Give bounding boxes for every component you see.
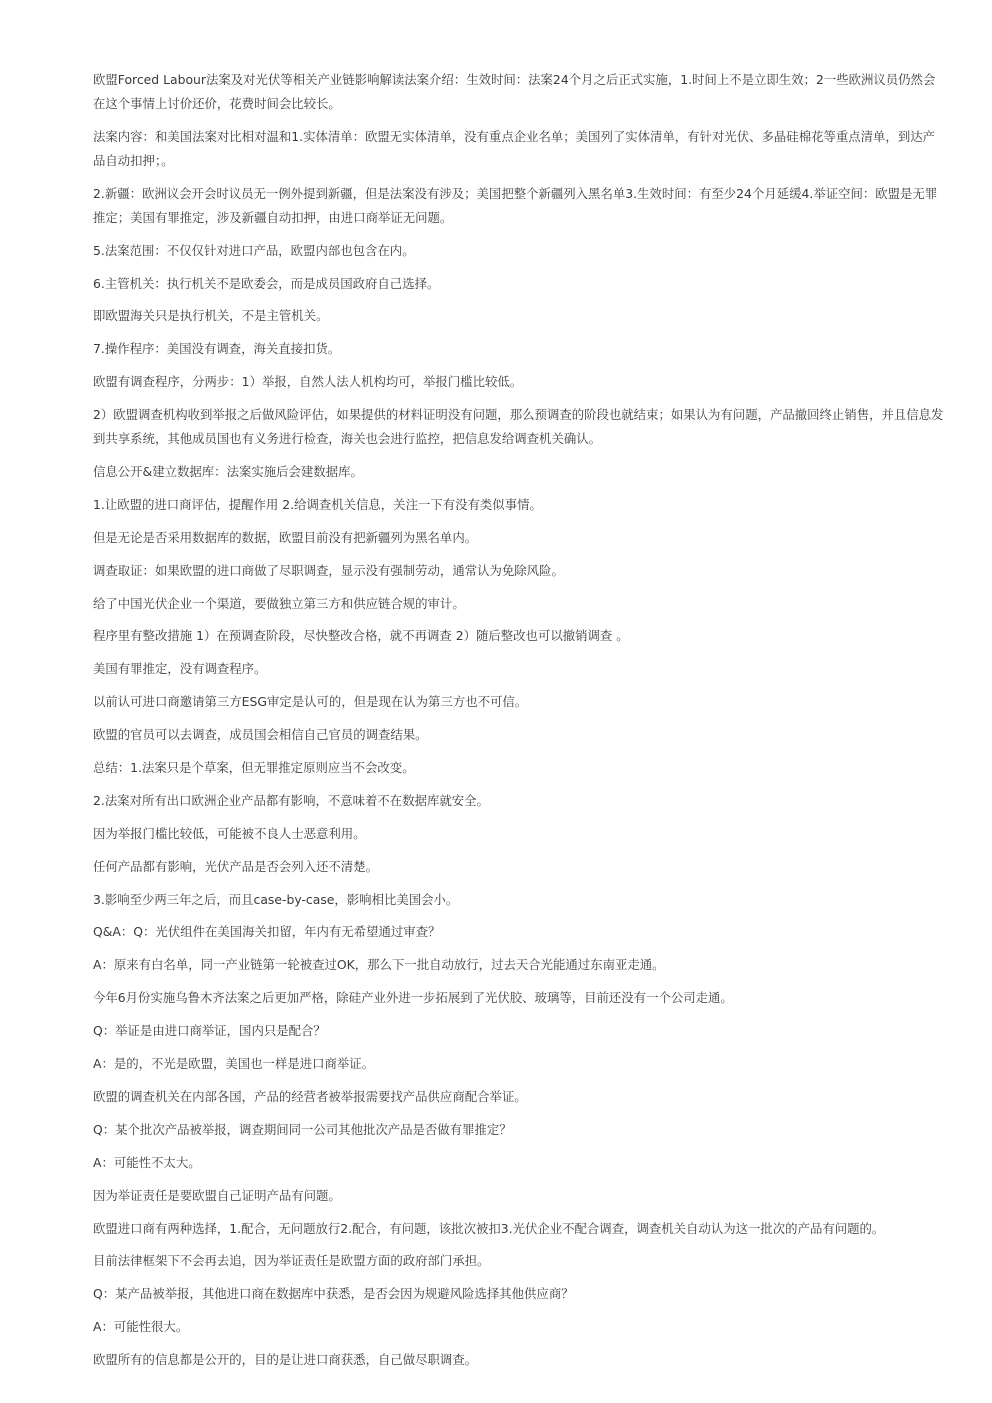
paragraph: 欧盟Forced Labour法案及对光伏等相关产业链影响解读法案介绍：生效时间：法案24个月之后正式实施，1.时间上不是立即生效；2一些欧洲议员仍然会在这个事情上讨价还价，花费时间会比较长。: [93, 72, 936, 111]
paragraph: 调查取证：如果欧盟的进口商做了尽职调查，显示没有强制劳动，通常认为免除风险。: [93, 562, 564, 578]
paragraph: 今年6月份实施乌鲁木齐法案之后更加严格，除硅产业外进一步拓展到了光伏胶、玻璃等，目前还没有一个公司走通。: [93, 990, 733, 1006]
paragraph: Q：举证是由进口商举证，国内只是配合？: [93, 1023, 326, 1039]
document-body: [93, 68, 945, 1381]
paragraph: 因为举报门槛比较低，可能被不良人士恶意利用。: [93, 825, 366, 841]
paragraph: 3.影响至少两三年之后，而且case-by-case，影响相比美国会小。: [93, 891, 459, 907]
paragraph: 6.主管机关：执行机关不是欧委会，而是成员国政府自己选择。: [93, 275, 440, 291]
paragraph: 程序里有整改措施 1）在预调查阶段，尽快整改合格，就不再调查 2）随后整改也可以撤销调查 。: [93, 628, 629, 644]
paragraph: 5.法案范围：不仅仅针对进口产品，欧盟内部也包含在内。: [93, 242, 415, 258]
paragraph: 即欧盟海关只是执行机关，不是主管机关。: [93, 308, 329, 324]
paragraph: A：可能性不太大。: [93, 1154, 201, 1170]
paragraph: 欧盟的官员可以去调查，成员国会相信自己官员的调查结果。: [93, 727, 428, 743]
paragraph: 欧盟所有的信息都是公开的，目的是让进口商获悉，自己做尽职调查。: [93, 1352, 478, 1368]
paragraph: 以前认可进口商邀请第三方ESG审定是认可的，但是现在认为第三方也不可信。: [93, 694, 528, 710]
paragraph: A：原来有白名单，同一产业链第一轮被查过OK，那么下一批自动放行，过去天合光能通过东南亚走通。: [93, 957, 665, 973]
paragraph: 给了中国光伏企业一个渠道，要做独立第三方和供应链合规的审计。: [93, 595, 465, 611]
paragraph: Q：某个批次产品被举报，调查期间同一公司其他批次产品是否做有罪推定？: [93, 1121, 512, 1137]
paragraph: 法案内容：和美国法案对比相对温和1.实体清单：欧盟无实体清单，没有重点企业名单；美国列了实体清单，有针对光伏、多晶硅棉花等重点清单，到达产品自动扣押；。: [93, 128, 935, 168]
paragraph: Q&A：Q：光伏组件在美国海关扣留，年内有无希望通过审查？: [93, 924, 441, 940]
paragraph: 信息公开&建立数据库：法案实施后会建数据库。: [93, 464, 363, 480]
paragraph: Q：某产品被举报，其他进口商在数据库中获悉，是否会因为规避风险选择其他供应商？: [93, 1286, 574, 1302]
paragraph: 1.让欧盟的进口商评估，提醒作用 2.给调查机关信息，关注一下有没有类似事情。: [93, 496, 542, 512]
paragraph: 2）欧盟调查机构收到举报之后做风险评估，如果提供的材料证明没有问题，那么预调查的阶段也就结束；如果认为有问题，产品撤回终止销售，并且信息发到共享系统，其他成员国也有义务进行检查，海关也会进行监控，把信息发给调查机关确认。: [93, 407, 944, 447]
paragraph: 2.新疆：欧洲议会开会时议员无一例外提到新疆，但是法案没有涉及；美国把整个新疆列入黑名单3.生效时间：有至少24个月延缓4.举证空间：欧盟是无罪推定；美国有罪推定，涉及新疆自动扣押，由进口商举证无问题。: [93, 185, 938, 225]
paragraph: 总结：1.法案只是个草案，但无罪推定原则应当不会改变。: [93, 760, 415, 776]
paragraph: 但是无论是否采用数据库的数据，欧盟目前没有把新疆列为黑名单内。: [93, 529, 478, 545]
paragraph: 2.法案对所有出口欧洲企业产品都有影响，不意味着不在数据库就安全。: [93, 792, 489, 808]
paragraph: 任何产品都有影响，光伏产品是否会列入还不清楚。: [93, 858, 378, 874]
paragraph: 欧盟的调查机关在内部各国，产品的经营者被举报需要找产品供应商配合举证。: [93, 1088, 527, 1104]
paragraph: 美国有罪推定，没有调查程序。: [93, 661, 267, 677]
paragraph: 欧盟进口商有两种选择，1.配合，无问题放行2.配合，有问题，该批次被扣3.光伏企业不配合调查，调查机关自动认为这一批次的产品有问题的。: [93, 1220, 885, 1236]
paragraph: 7.操作程序：美国没有调查，海关直接扣货。: [93, 341, 341, 357]
paragraph: 欧盟有调查程序，分两步：1）举报，自然人法人机构均可，举报门槛比较低。: [93, 374, 523, 390]
paragraph: A：可能性很大。: [93, 1319, 189, 1335]
paragraph: 因为举证责任是要欧盟自己证明产品有问题。: [93, 1187, 341, 1203]
paragraph: 目前法律框架下不会再去追，因为举证责任是欧盟方面的政府部门承担。: [93, 1253, 490, 1269]
paragraph: A：是的，不光是欧盟，美国也一样是进口商举证。: [93, 1056, 375, 1072]
